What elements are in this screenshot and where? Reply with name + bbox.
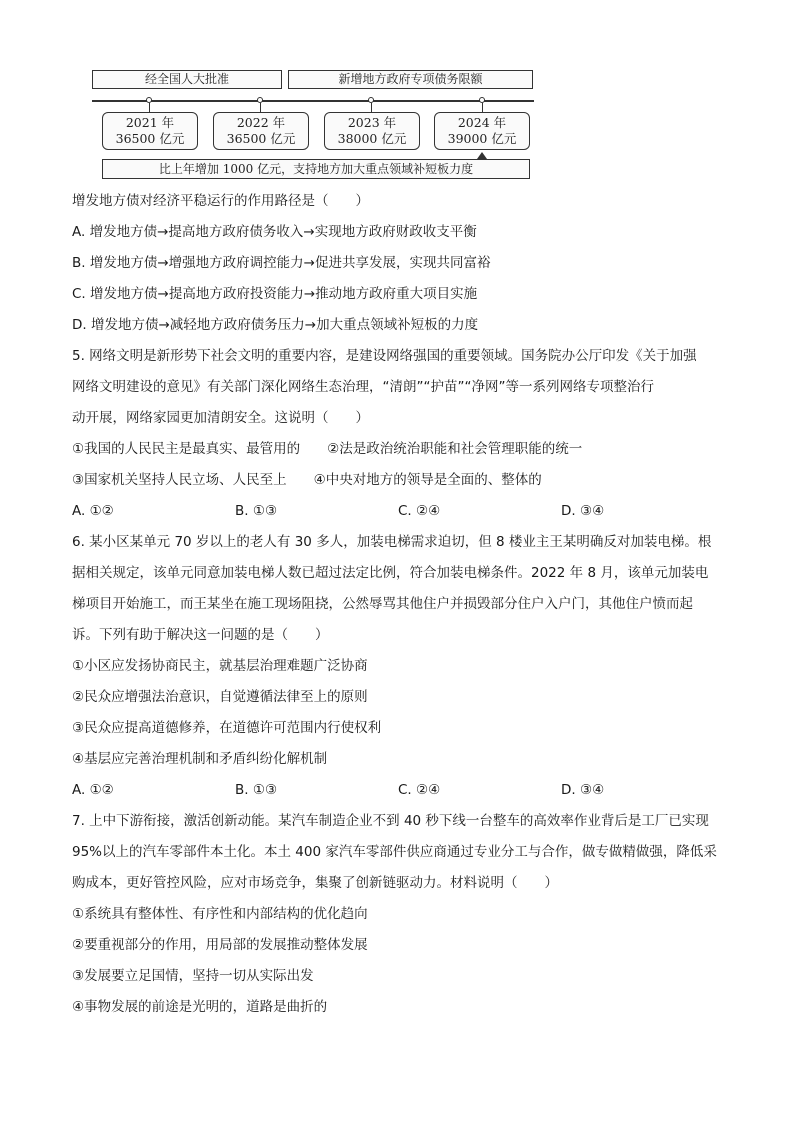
q5-choice-a: A. ①② xyxy=(72,503,114,519)
year-box-2022: 2022 年 36500 亿元 xyxy=(213,112,309,150)
q7-line: 7. 上中下游衔接，激活创新动能。某汽车制造企业不到 40 秒下线一台整车的高效率作业背后是工厂已实现 xyxy=(72,813,709,829)
q6-choice-c: C. ②④ xyxy=(398,782,441,798)
q5-choice-d: D. ③④ xyxy=(561,503,605,519)
q5-line: 5. 网络文明是新形势下社会文明的重要内容，是建设网络强国的重要领域。国务院办公厅印发《关于加强 xyxy=(72,348,697,364)
q6-statement: ②民众应增强法治意识，自觉遵循法律至上的原则 xyxy=(72,689,368,705)
q5-choice-b: B. ①③ xyxy=(235,503,278,519)
q6-line: 据相关规定，该单元同意加装电梯人数已超过法定比例，符合加装电梯条件。2022 年 8 月，该单元加装电 xyxy=(72,565,709,581)
q4-option-a: A. 增发地方债→提高地方政府债务收入→实现地方政府财政收支平衡 xyxy=(72,224,477,240)
q4-option-d: D. 增发地方债→减轻地方政府债务压力→加大重点领域补短板的力度 xyxy=(72,317,479,333)
q6-choices xyxy=(72,775,732,806)
q5-choice-c: C. ②④ xyxy=(398,503,441,519)
q7-line: 95%以上的汽车零部件本土化。本土 400 家汽车零部件供应商通过专业分工与合作，做专做精做强，降低采 xyxy=(72,844,717,860)
figure-approval-box: 经全国人大批准 xyxy=(92,70,282,89)
q6-statement: ③民众应提高道德修养，在道德许可范围内行使权利 xyxy=(72,720,382,736)
q6-statement: ④基层应完善治理机制和矛盾纠纷化解机制 xyxy=(72,751,328,767)
q5-choices xyxy=(72,496,732,527)
q5-line: 网络文明建设的意见》有关部门深化网络生态治理，“清朗”“护苗”“净网”等一系列网络专项整治行 xyxy=(72,379,654,395)
q7-statement: ③发展要立足国情，坚持一切从实际出发 xyxy=(72,968,314,984)
figure-timeline xyxy=(92,100,534,102)
q4-stem: 增发地方债对经济平稳运行的作用路径是（ ） xyxy=(72,193,369,209)
q7-statement: ①系统具有整体性、有序性和内部结构的优化趋向 xyxy=(72,906,368,922)
q5-statement: ①我国的人民民主是最真实、最管用的 ②法是政治统治职能和社会管理职能的统一 xyxy=(72,441,583,457)
q4-option-b: B. 增发地方债→增强地方政府调控能力→促进共享发展，实现共同富裕 xyxy=(72,255,491,271)
q4-option-c: C. 增发地方债→提高地方政府投资能力→推动地方政府重大项目实施 xyxy=(72,286,478,302)
figure-increase-box: 比上年增加 1000 亿元，支持地方加大重点领域补短板力度 xyxy=(102,159,530,179)
year-box-2024: 2024 年 39000 亿元 xyxy=(434,112,530,150)
q6-line: 梯项目开始施工，而王某坐在施工现场阻挠，公然辱骂其他住户并损毁部分住户入户门，其他住户愤而起 xyxy=(72,596,693,612)
figure-debt-limit-box: 新增地方政府专项债务限额 xyxy=(288,70,533,89)
q6-statement: ①小区应发扬协商民主，就基层治理难题广泛协商 xyxy=(72,658,368,674)
q6-choice-a: A. ①② xyxy=(72,782,114,798)
q6-line: 6. 某小区某单元 70 岁以上的老人有 30 多人，加装电梯需求迫切，但 8 楼业主王某明确反对加装电梯。根 xyxy=(72,534,712,550)
q7-statement: ④事物发展的前途是光明的，道路是曲折的 xyxy=(72,999,328,1015)
arrow-up-icon xyxy=(477,152,487,159)
q7-statement: ②要重视部分的作用，用局部的发展推动整体发展 xyxy=(72,937,368,953)
year-box-2021: 2021 年 36500 亿元 xyxy=(102,112,198,150)
q6-choice-b: B. ①③ xyxy=(235,782,278,798)
debt-limit-figure xyxy=(88,66,538,182)
q5-line: 动开展，网络家园更加清朗安全。这说明（ ） xyxy=(72,410,369,426)
q5-statement: ③国家机关坚持人民立场、人民至上 ④中央对地方的领导是全面的、整体的 xyxy=(72,472,542,488)
q7-line: 购成本，更好管控风险，应对市场竞争，集聚了创新链驱动力。材料说明（ ） xyxy=(72,875,558,891)
q6-choice-d: D. ③④ xyxy=(561,782,605,798)
question-text xyxy=(72,186,732,1023)
q6-line: 诉。下列有助于解决这一问题的是（ ） xyxy=(72,627,329,643)
year-box-2023: 2023 年 38000 亿元 xyxy=(324,112,420,150)
